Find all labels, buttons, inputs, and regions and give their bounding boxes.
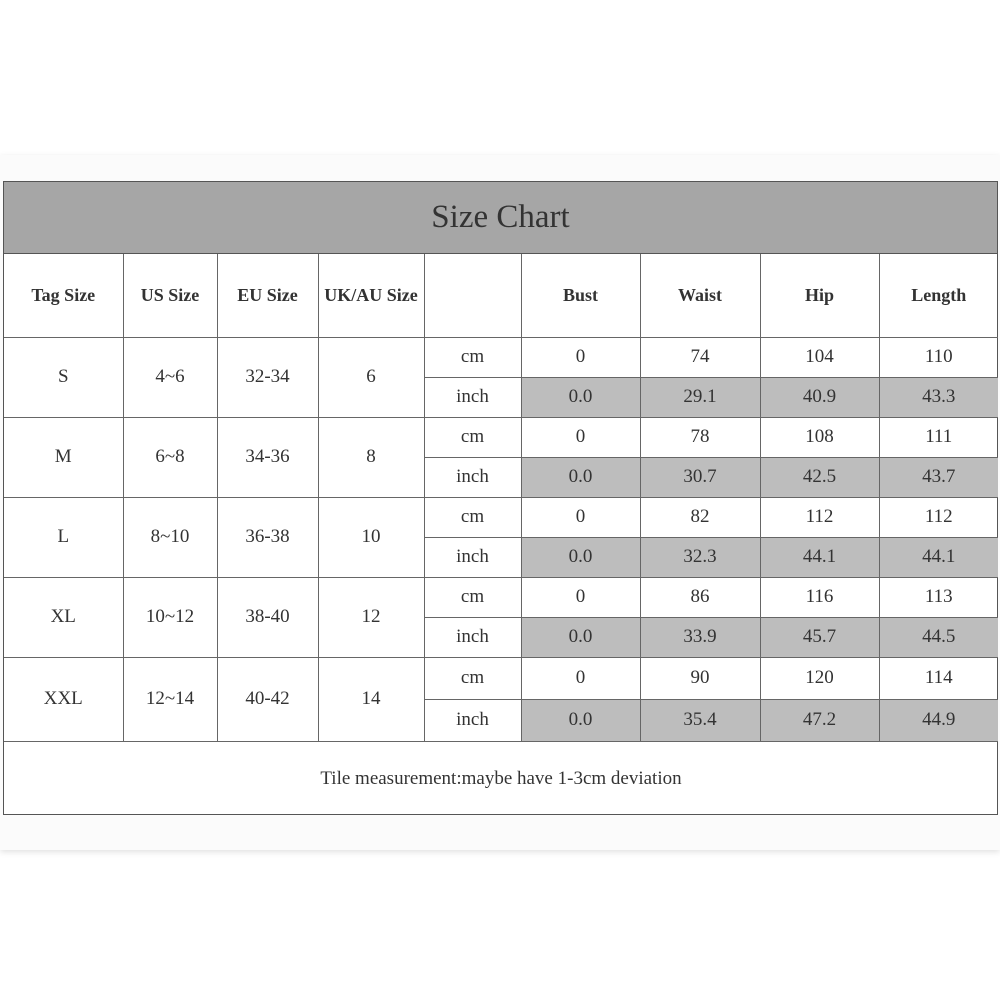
tag-size-cell: M xyxy=(4,417,123,497)
us-size-cell: 12~14 xyxy=(123,657,217,741)
bust-cm-cell: 0 xyxy=(521,657,640,699)
uk-au-size-cell: 14 xyxy=(318,657,424,741)
eu-size-cell: 36-38 xyxy=(217,497,318,577)
tag-size-cell: XL xyxy=(4,577,123,657)
bust-inch-cell: 0.0 xyxy=(521,377,640,417)
length-cm-cell: 110 xyxy=(879,337,998,377)
waist-inch-cell: 32.3 xyxy=(640,537,760,577)
header-row xyxy=(4,254,998,337)
bust-inch-cell: 0.0 xyxy=(521,699,640,741)
bust-inch-cell: 0.0 xyxy=(521,617,640,657)
bust-cm-cell: 0 xyxy=(521,577,640,617)
header-bust: Bust xyxy=(521,254,640,337)
measurement-note: Tile measurement:maybe have 1-3cm deviation xyxy=(4,741,998,816)
eu-size-cell: 34-36 xyxy=(217,417,318,497)
unit-cell-inch: inch xyxy=(424,537,521,577)
uk-au-size-cell: 8 xyxy=(318,417,424,497)
unit-cell-inch: inch xyxy=(424,617,521,657)
header-unit xyxy=(424,254,521,337)
header-hip: Hip xyxy=(760,254,879,337)
chart-title: Size Chart xyxy=(4,182,997,254)
us-size-cell: 6~8 xyxy=(123,417,217,497)
hip-cm-cell: 120 xyxy=(760,657,879,699)
size-row-cm xyxy=(4,657,998,699)
length-cm-cell: 112 xyxy=(879,497,998,537)
uk-au-size-cell: 10 xyxy=(318,497,424,577)
us-size-cell: 10~12 xyxy=(123,577,217,657)
waist-inch-cell: 29.1 xyxy=(640,377,760,417)
eu-size-cell: 38-40 xyxy=(217,577,318,657)
tag-size-cell: XXL xyxy=(4,657,123,741)
bust-inch-cell: 0.0 xyxy=(521,457,640,497)
size-chart xyxy=(3,181,998,815)
length-cm-cell: 111 xyxy=(879,417,998,457)
size-row-cm xyxy=(4,417,998,457)
size-row-cm xyxy=(4,577,998,617)
header-tag-size: Tag Size xyxy=(4,254,123,337)
waist-inch-cell: 33.9 xyxy=(640,617,760,657)
waist-cm-cell: 74 xyxy=(640,337,760,377)
hip-cm-cell: 116 xyxy=(760,577,879,617)
bust-cm-cell: 0 xyxy=(521,497,640,537)
bust-inch-cell: 0.0 xyxy=(521,537,640,577)
hip-inch-cell: 42.5 xyxy=(760,457,879,497)
unit-cell-cm: cm xyxy=(424,337,521,377)
length-inch-cell: 44.9 xyxy=(879,699,998,741)
unit-cell-inch: inch xyxy=(424,699,521,741)
hip-inch-cell: 44.1 xyxy=(760,537,879,577)
uk-au-size-cell: 6 xyxy=(318,337,424,417)
header-waist: Waist xyxy=(640,254,760,337)
waist-cm-cell: 82 xyxy=(640,497,760,537)
uk-au-size-cell: 12 xyxy=(318,577,424,657)
tag-size-cell: L xyxy=(4,497,123,577)
hip-cm-cell: 104 xyxy=(760,337,879,377)
hip-inch-cell: 45.7 xyxy=(760,617,879,657)
hip-cm-cell: 108 xyxy=(760,417,879,457)
length-cm-cell: 113 xyxy=(879,577,998,617)
unit-cell-cm: cm xyxy=(424,577,521,617)
us-size-cell: 4~6 xyxy=(123,337,217,417)
waist-inch-cell: 35.4 xyxy=(640,699,760,741)
us-size-cell: 8~10 xyxy=(123,497,217,577)
waist-cm-cell: 90 xyxy=(640,657,760,699)
header-length: Length xyxy=(879,254,998,337)
bust-cm-cell: 0 xyxy=(521,417,640,457)
eu-size-cell: 40-42 xyxy=(217,657,318,741)
eu-size-cell: 32-34 xyxy=(217,337,318,417)
hip-inch-cell: 40.9 xyxy=(760,377,879,417)
size-row-cm xyxy=(4,497,998,537)
bust-cm-cell: 0 xyxy=(521,337,640,377)
header-uk-au-size: UK/AU Size xyxy=(318,254,424,337)
waist-inch-cell: 30.7 xyxy=(640,457,760,497)
header-eu-size: EU Size xyxy=(217,254,318,337)
length-inch-cell: 43.7 xyxy=(879,457,998,497)
waist-cm-cell: 78 xyxy=(640,417,760,457)
waist-cm-cell: 86 xyxy=(640,577,760,617)
hip-cm-cell: 112 xyxy=(760,497,879,537)
note-row xyxy=(4,741,998,816)
length-inch-cell: 44.1 xyxy=(879,537,998,577)
unit-cell-inch: inch xyxy=(424,377,521,417)
hip-inch-cell: 47.2 xyxy=(760,699,879,741)
unit-cell-cm: cm xyxy=(424,657,521,699)
tag-size-cell: S xyxy=(4,337,123,417)
unit-cell-cm: cm xyxy=(424,497,521,537)
unit-cell-inch: inch xyxy=(424,457,521,497)
length-inch-cell: 44.5 xyxy=(879,617,998,657)
header-us-size: US Size xyxy=(123,254,217,337)
size-table xyxy=(4,254,998,816)
length-cm-cell: 114 xyxy=(879,657,998,699)
length-inch-cell: 43.3 xyxy=(879,377,998,417)
unit-cell-cm: cm xyxy=(424,417,521,457)
size-row-cm xyxy=(4,337,998,377)
